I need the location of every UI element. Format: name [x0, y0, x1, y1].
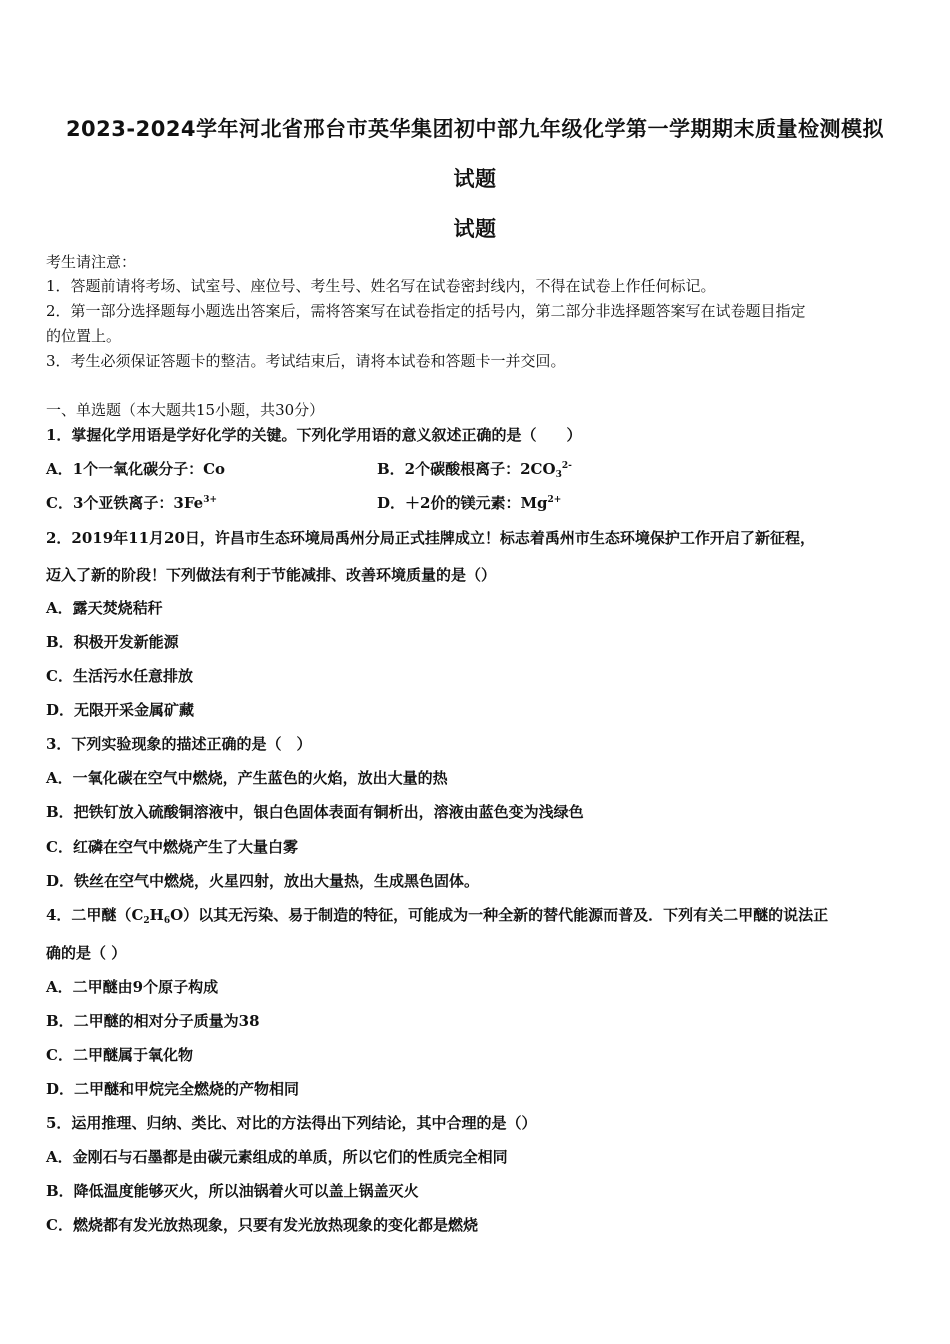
option-b-text: B．2个碳酸根离子：2CO: [377, 460, 556, 478]
question-1-option-d: [377, 493, 561, 513]
option-b-superscript: 2-: [561, 461, 572, 471]
question-1-option-b: [377, 459, 572, 479]
exam-title-line2: 试题: [453, 167, 497, 191]
question-2-stem-cont: 迈入了新的阶段！下列做法有利于节能减排、改善环境质量的是（）: [46, 566, 497, 584]
exam-title-line3: 试题: [453, 217, 497, 241]
question-2-option-b: B．积极开发新能源: [46, 633, 179, 651]
notice-heading: 考生请注意：: [46, 253, 137, 271]
section-heading: 一、单选题（本大题共15小题，共30分）: [46, 401, 325, 419]
q4-subscript: 6: [163, 916, 171, 926]
q4-stem-part: H: [149, 906, 164, 924]
option-c-text: C．3个亚铁离子：3Fe: [46, 494, 204, 512]
question-5-option-c: C．燃烧都有发光放热现象，只要有发光放热现象的变化都是燃烧: [46, 1216, 478, 1234]
option-b-subscript: 3: [555, 470, 562, 480]
question-4-stem: [46, 905, 828, 925]
question-1-option-a: A．1个一氧化碳分子：Co: [46, 460, 226, 478]
question-2-stem: 2．2019年11月20日，许昌市生态环境局禹州分局正式挂牌成立！标志着禹州市生态环境保护工作开启了新征程，: [46, 529, 815, 547]
option-d-superscript: 2+: [547, 495, 562, 505]
question-2-option-d: D．无限开采金属矿藏: [46, 701, 195, 719]
option-c-superscript: 3+: [203, 495, 217, 505]
question-3-stem: 3．下列实验现象的描述正确的是（ ）: [46, 735, 312, 753]
q4-stem-part: 4．二甲醚（C: [46, 906, 144, 924]
question-2-option-a: A．露天焚烧秸秆: [46, 599, 163, 617]
notice-item: 2．第一部分选择题每小题选出答案后，需将答案写在试卷指定的括号内，第二部分非选择题答案写在试卷题目指定: [46, 302, 806, 320]
question-5-option-a: A．金刚石与石墨都是由碳元素组成的单质，所以它们的性质完全相同: [46, 1148, 508, 1166]
notice-item: 1．答题前请将考场、试室号、座位号、考生号、姓名写在试卷密封线内，不得在试卷上作任何标记。: [46, 277, 716, 295]
question-3-option-a: A．一氧化碳在空气中燃烧，产生蓝色的火焰，放出大量的热: [46, 769, 448, 787]
question-5-option-b: B．降低温度能够灭火，所以油锅着火可以盖上锅盖灭火: [46, 1182, 419, 1200]
question-3-option-b: B．把铁钉放入硫酸铜溶液中，银白色固体表面有铜析出，溶液由蓝色变为浅绿色: [46, 803, 584, 821]
exam-title-line1: 2023-2024学年河北省邢台市英华集团初中部九年级化学第一学期期末质量检测模拟: [65, 117, 885, 141]
q4-subscript: 2: [143, 916, 150, 926]
question-1-option-c: [46, 493, 217, 513]
question-4-option-c: C．二甲醚属于氧化物: [46, 1046, 193, 1064]
notice-item: 的位置上。: [46, 327, 122, 345]
option-d-text: D．＋2价的镁元素：Mg: [377, 494, 548, 512]
question-4-option-b: B．二甲醚的相对分子质量为38: [46, 1012, 260, 1030]
q4-stem-part: O）以其无污染、易于制造的特征，可能成为一种全新的替代能源而普及．下列有关二甲醚的说法正: [170, 906, 829, 924]
notice-item: 3．考生必须保证答题卡的整洁。考试结束后，请将本试卷和答题卡一并交回。: [46, 352, 566, 370]
question-3-option-c: C．红磷在空气中燃烧产生了大量白雾: [46, 838, 298, 856]
question-2-option-c: C．生活污水任意排放: [46, 667, 193, 685]
question-4-option-a: A．二甲醚由9个原子构成: [46, 978, 219, 996]
question-1-stem: 1．掌握化学用语是学好化学的关键。下列化学用语的意义叙述正确的是（ ）: [46, 426, 582, 444]
question-5-stem: 5．运用推理、归纳、类比、对比的方法得出下列结论，其中合理的是（）: [46, 1114, 537, 1132]
question-4-option-d: D．二甲醚和甲烷完全燃烧的产物相同: [46, 1080, 300, 1098]
question-4-stem-cont: 确的是（ ）: [46, 944, 127, 962]
question-3-option-d: D．铁丝在空气中燃烧，火星四射，放出大量热，生成黑色固体。: [46, 872, 480, 890]
